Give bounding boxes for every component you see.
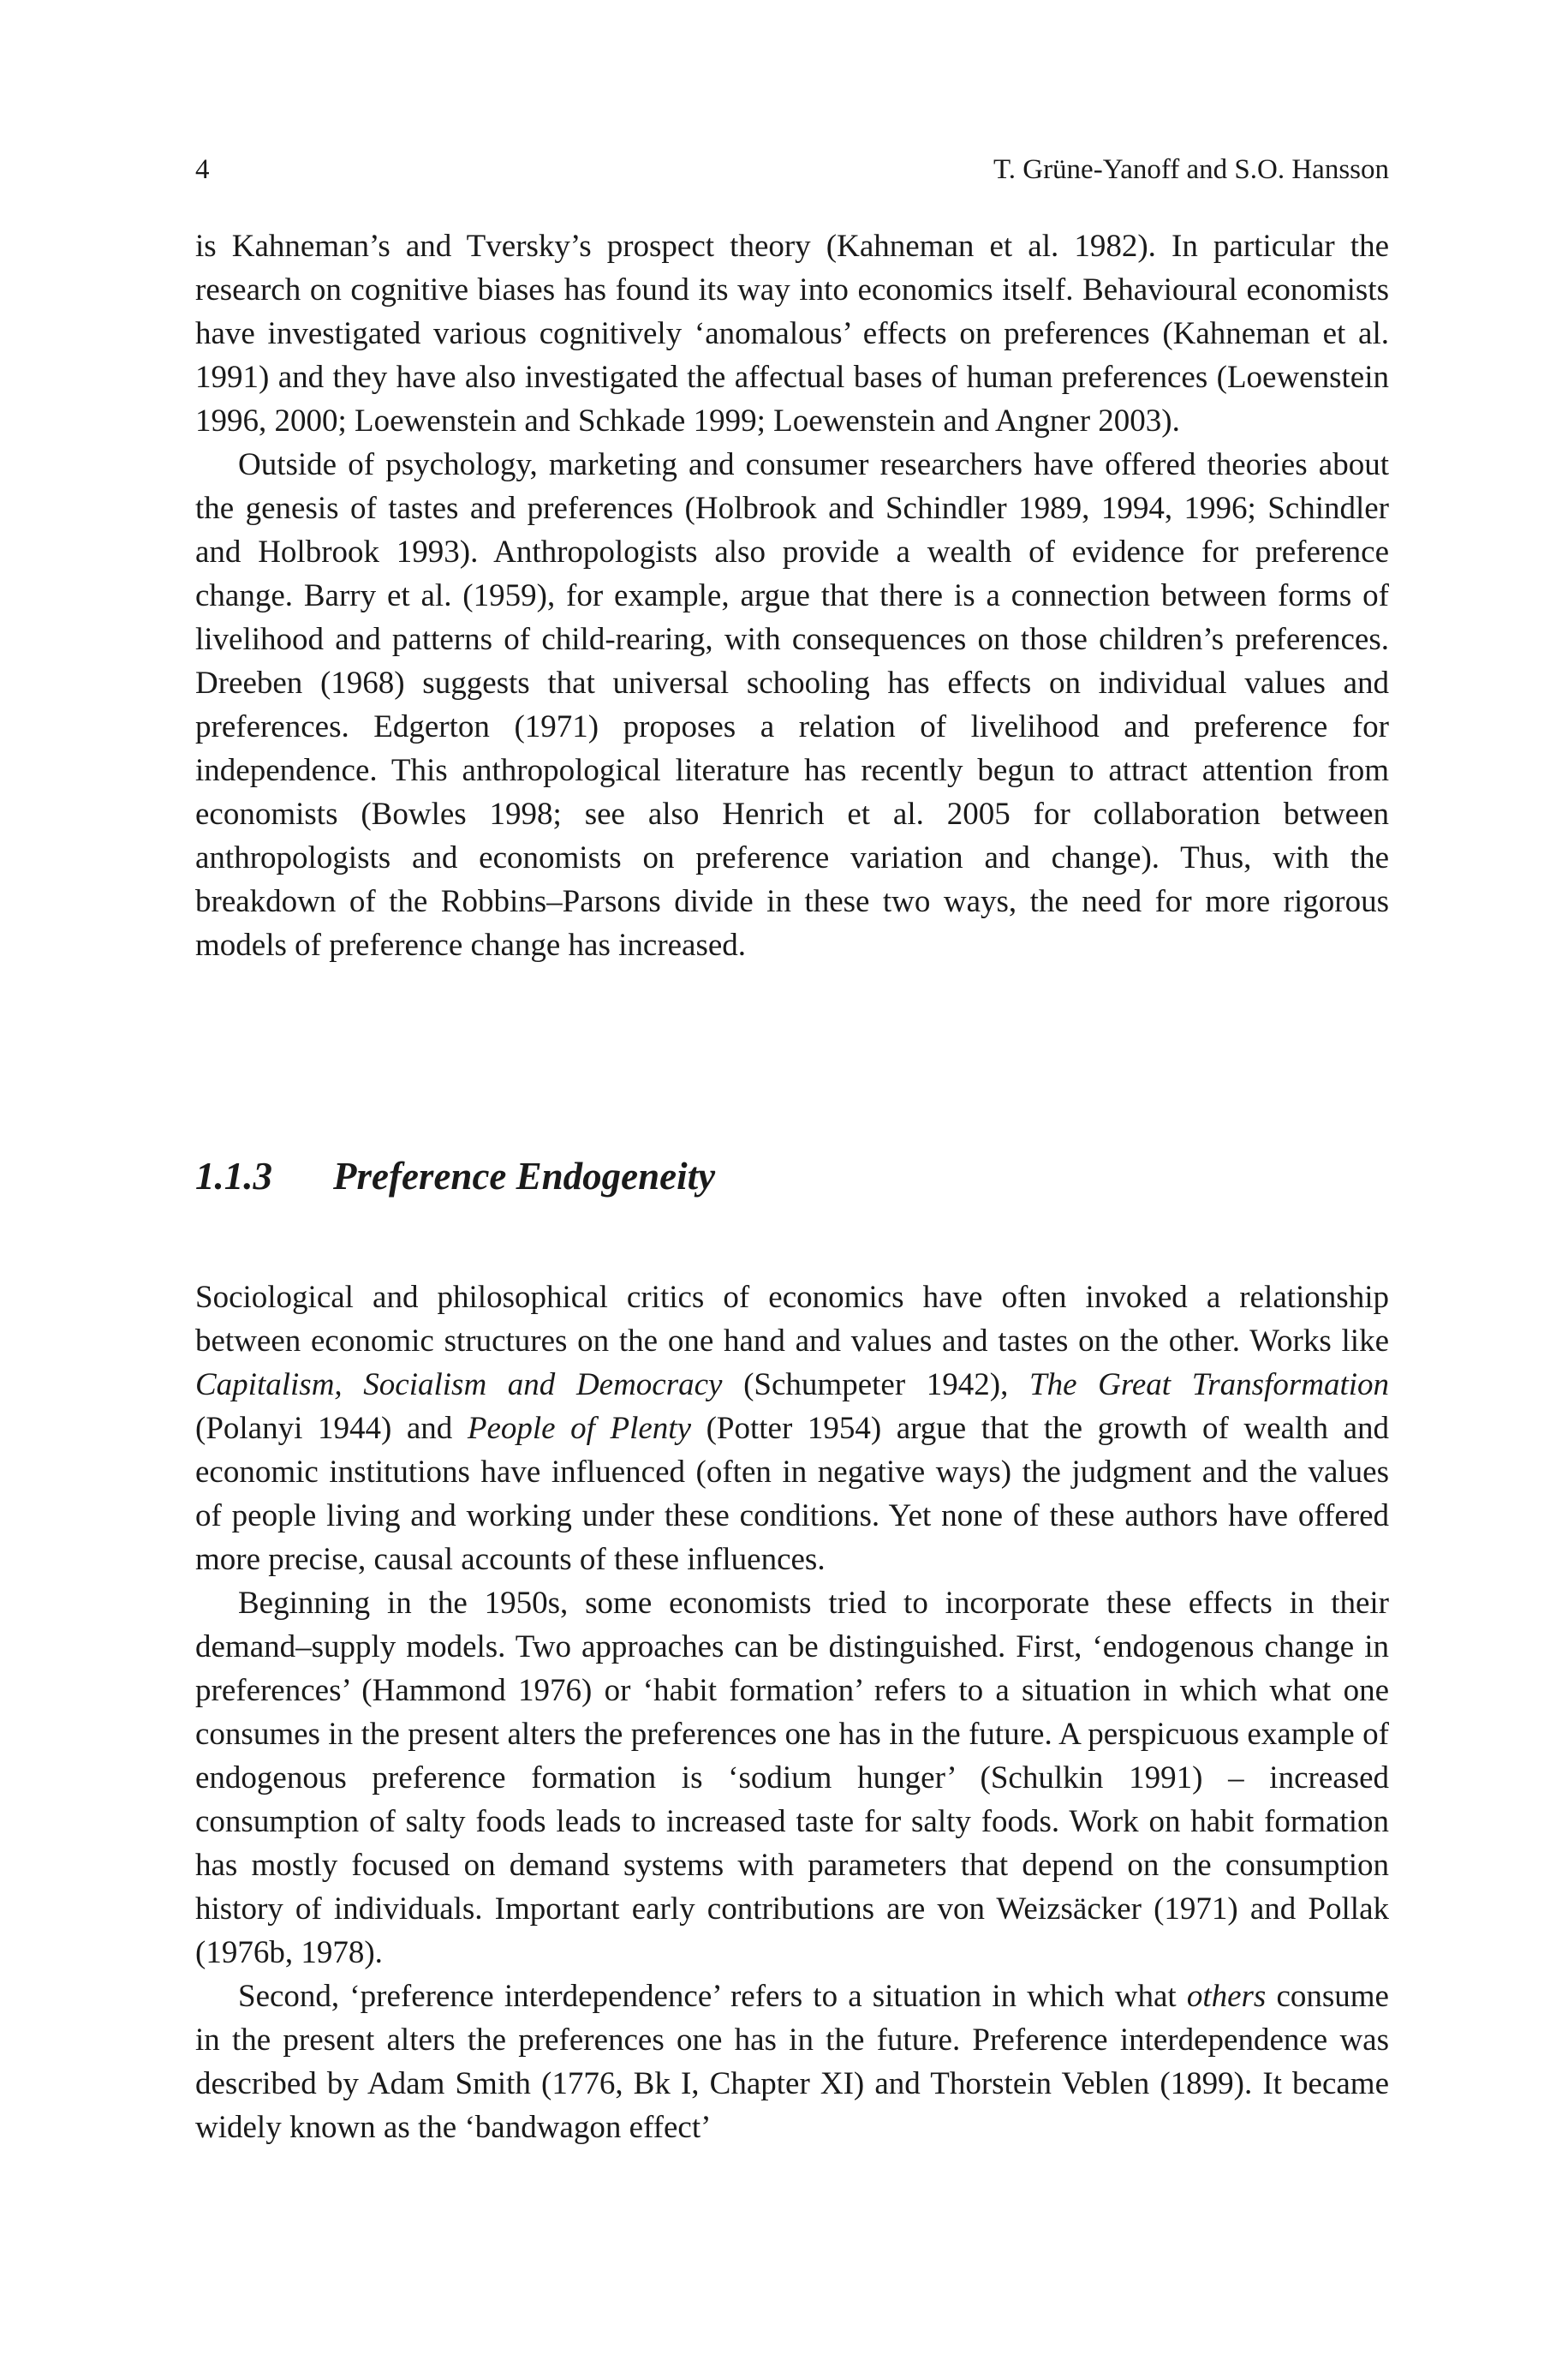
text-run: (Polanyi 1944) and — [195, 1411, 468, 1446]
paragraph-outside-psychology: Outside of psychology, marketing and consumer researchers have offered theories about the genesis of tastes and preferences (Holbrook and Schindler 1989, 1994, 1996; Schindler and Holbrook 1993). Anthropologists also provide a wealth of evidence for preference change. Barry et al. (1959), for example, argue that there is a connection between forms of livelihood and patterns of child-rearing, with consequences on those children’s preferences. Dreeben (1968) suggests that universal schooling has effects on individual values and preferences. Edgerton (1971) proposes a relation of livelihood and preference for independence. This anthropological literature has recently begun to attract attention from economists (Bowles 1998; see also Henrich et al. 2005 for collaboration between anthropologists and economists on preference variation and change). Thus, with the breakdown of the Robbins–Parsons divide in these two ways, the need for more rigorous models of preference change has increased. — [195, 447, 1389, 963]
text-run: Sociological and philosophical critics of economics have often invoked a relationship between economic structures on the one hand and values and tastes on the other. Works like — [195, 1280, 1389, 1359]
book-title-people-of-plenty: People of Plenty — [467, 1411, 691, 1446]
book-title-great-transformation: The Great Transformation — [1029, 1367, 1390, 1402]
paragraph-habit-formation: Beginning in the 1950s, some economists tried to incorporate these effects in their demand–supply models. Two approaches can be distinguished. First, ‘endogenous change in preferences’ (Hammond 1976) or ‘habit formation’ refers to a situation in which what one consumes in the present alters the preferences one has in the future. A perspicuous example of endogenous preference formation is ‘sodium hunger’ (Schulkin 1991) – increased consumption of salty foods leads to increased taste for salty foods. Work on habit formation has mostly focused on demand systems with parameters that depend on the consumption history of individuals. Important early contributions are von Weizsäcker (1971) and Pollak (1976b, 1978). — [195, 1586, 1389, 1970]
book-title-capitalism: Capitalism, Socialism and Democracy — [195, 1367, 723, 1402]
paragraph-preference-interdependence — [195, 1975, 1389, 2149]
section-title: Preference Endogeneity — [333, 1155, 716, 1198]
paragraph-prospect-theory: is Kahneman’s and Tversky’s prospect theory (Kahneman et al. 1982). In particular the research on cognitive biases has found its way into economics itself. Behavioural economists have investigated various cognitively ‘anomalous’ effects on preferences (Kahneman et al. 1991) and they have also investigated the affectual bases of human preferences (Loewenstein 1996, 2000; Loewenstein and Schkade 1999; Loewenstein and Angner 2003). — [195, 229, 1389, 439]
running-head-authors: T. Grüne-Yanoff and S.O. Hansson — [993, 154, 1389, 185]
page-number: 4 — [195, 154, 210, 185]
body-text-upper — [195, 224, 1389, 967]
running-head — [195, 152, 1389, 187]
emphasis-others: others — [1186, 1979, 1267, 2014]
text-run: consume in the present alters the preferences one has in the future. Preference interdependence was described by Adam Smith (1776, Bk I, Chapter XI) and Thorstein Veblen (1899). It became widely known as the ‘bandwagon effect’ — [195, 1979, 1389, 2145]
text-run: (Schumpeter 1942), — [722, 1367, 1029, 1402]
body-text-section — [195, 1276, 1389, 2149]
text-run: (Potter 1954) argue that the growth of wealth and economic institutions have influenced (often in negative ways) the judgment and the values of people living and working under these conditions. Yet none of these authors have offered more precise, causal accounts of these influences. — [195, 1411, 1390, 1577]
section-heading — [195, 1152, 715, 1200]
text-run: Second, ‘preference interdependence’ refers to a situation in which what — [238, 1979, 1187, 2014]
paragraph-critics — [195, 1276, 1389, 1581]
section-number: 1.1.3 — [195, 1155, 272, 1198]
